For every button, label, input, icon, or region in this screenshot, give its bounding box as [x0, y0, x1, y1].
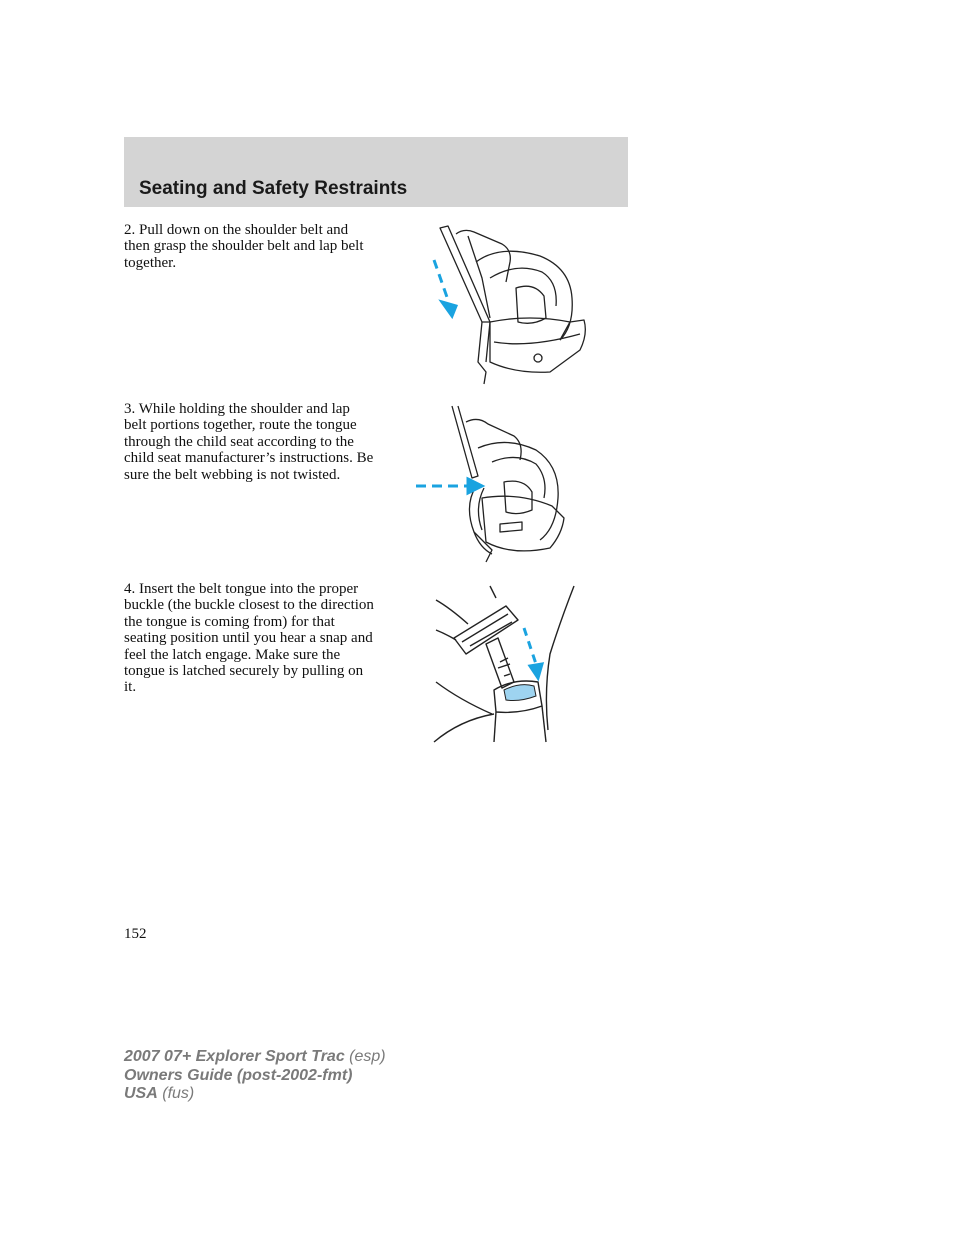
footer-line-2 — [124, 1067, 386, 1086]
step-2-text: 2. Pull down on the shoulder belt and then grasp the shoulder belt and lap belt together. — [124, 222, 364, 271]
footer-line-1 — [124, 1048, 386, 1067]
section-header-band — [124, 137, 628, 207]
child-seat-pull-belt-illustration — [420, 222, 600, 392]
footer-vehicle-code: (esp) — [349, 1048, 386, 1065]
footer-vehicle-model: 2007 07+ Explorer Sport Trac — [124, 1048, 345, 1065]
step-4-text: 4. Insert the belt tongue into the proper buckle (the buckle closest to the direction the tongue is coming from) for that seating position until you hear a snap and feel the latch engage. Make sure the tongue is latched securely by pulling on it. — [124, 581, 374, 696]
footer-line-3 — [124, 1085, 386, 1104]
page-number: 152 — [124, 926, 147, 942]
belt-tongue-buckle-illustration — [430, 582, 580, 748]
footer-market-code: (fus) — [162, 1085, 195, 1102]
step-3-text: 3. While holding the shoulder and lap belt portions together, route the tongue through the child seat according to the child seat manufacturer’s instructions. Be sure the belt webbing is not twisted. — [124, 401, 374, 483]
footer-guide-type: Owners Guide (post-2002-fmt) — [124, 1066, 353, 1084]
footer-market: USA — [124, 1085, 158, 1102]
section-title: Seating and Safety Restraints — [139, 178, 408, 199]
document-footer — [124, 1048, 386, 1104]
child-seat-route-tongue-illustration — [412, 402, 580, 570]
